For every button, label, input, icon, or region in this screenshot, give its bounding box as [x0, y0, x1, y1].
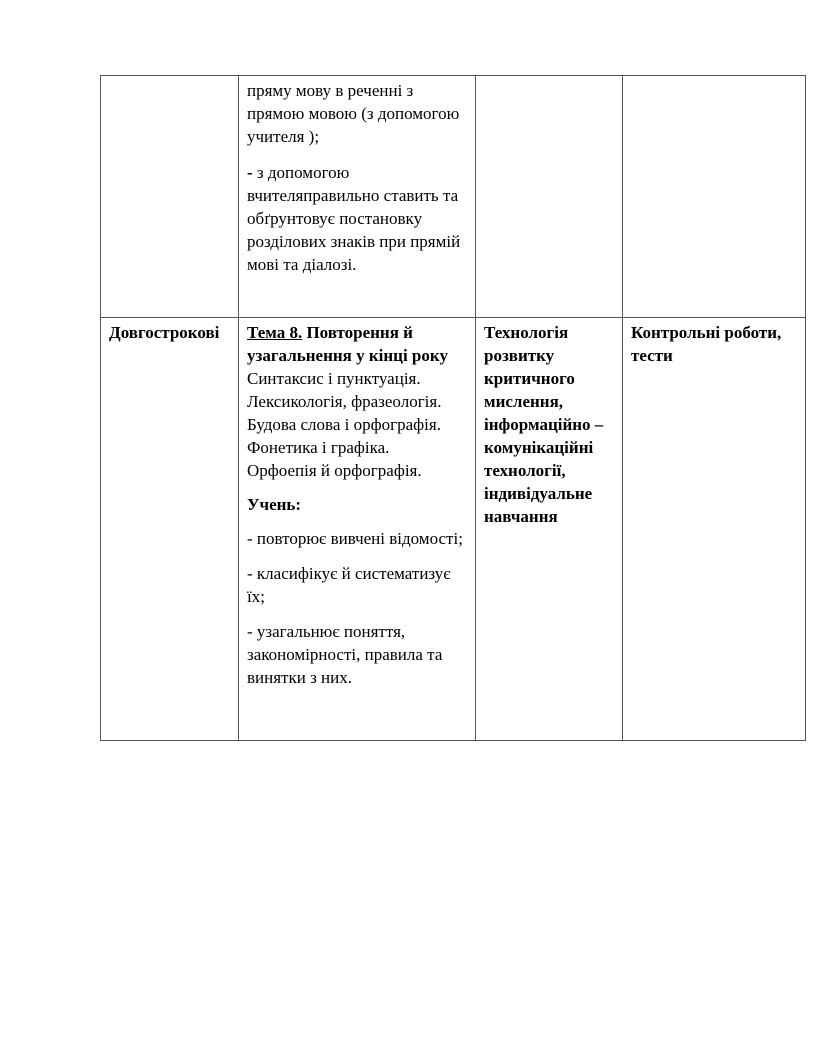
- cell-assessment: Контрольні роботи, тести: [623, 318, 806, 741]
- topics-list: [247, 367, 467, 482]
- table-row-theme8: [101, 318, 806, 741]
- cell-theme-content: [239, 318, 476, 741]
- topic-line: Синтаксис і пунктуація.: [247, 369, 421, 388]
- topic-line: Будова слова і орфографія.: [247, 415, 441, 434]
- table-row-continuation: [101, 76, 806, 318]
- theme-title: Повторення й узагальнення у кінці року: [247, 323, 448, 365]
- outcome-paragraph: [247, 161, 467, 276]
- topic-line: Орфоепія й орфографія.: [247, 461, 422, 480]
- skill-paragraph: - класифікує й систематизує їх;: [247, 564, 451, 606]
- dash-marker: -: [247, 163, 253, 182]
- skill-paragraph: - повторює вивчені відомості;: [247, 529, 463, 548]
- cell-term: Довгострокові: [101, 318, 239, 741]
- theme-label: Тема 8.: [247, 323, 303, 342]
- theme-heading: [247, 321, 467, 367]
- outcome-text: з допомогою вчителяправильно ставить та обґрунтовує постановку розділових знаків при прямій мові та діалозі.: [247, 163, 461, 274]
- curriculum-table: [100, 75, 806, 741]
- cell-technology-empty: [476, 76, 623, 318]
- topic-line: Лексикологія, фразеологія.: [247, 392, 442, 411]
- skill-paragraph: - узагальнює поняття, закономірності, правила та винятки з них.: [247, 622, 443, 687]
- cell-technology: Технологія розвитку критичного мислення, інформаційно – комунікаційні технології, індивідуальне навчання: [476, 318, 623, 741]
- cell-outcomes-continuation: [239, 76, 476, 318]
- cell-assessment-empty: [623, 76, 806, 318]
- student-label: Учень:: [247, 495, 302, 514]
- topic-line: Фонетика і графіка.: [247, 438, 390, 457]
- outcome-paragraph: пряму мову в реченні з прямою мовою (з допомогою учителя );: [247, 81, 460, 146]
- cell-term-empty: [101, 76, 239, 318]
